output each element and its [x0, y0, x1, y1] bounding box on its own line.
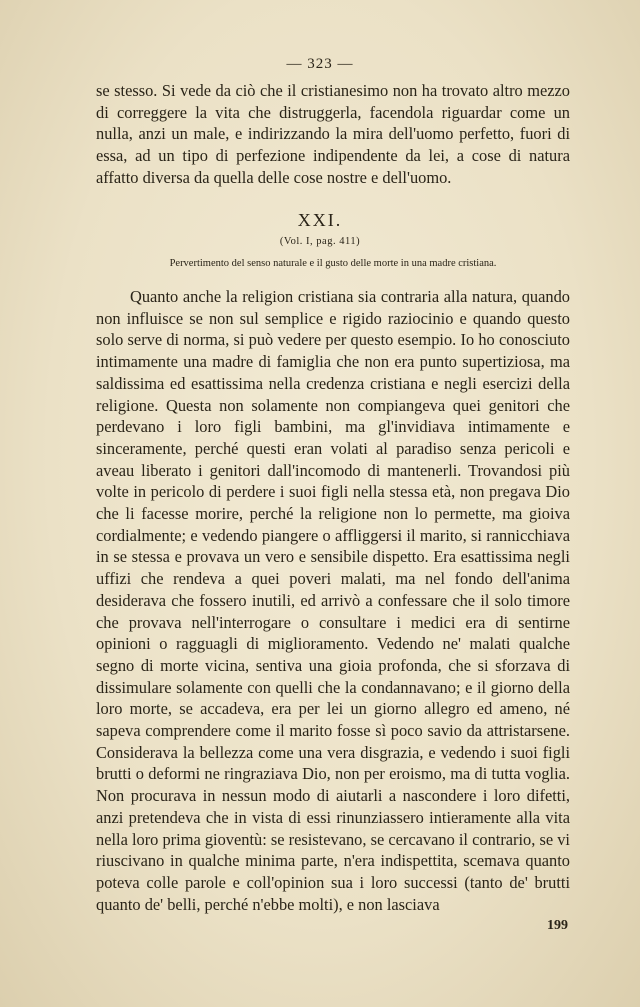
opening-text-block [96, 80, 570, 189]
chapter-reference: (Vol. I, pag. 411) [279, 236, 361, 247]
page-number-header: — 323 — [286, 56, 354, 72]
signature-number: 199 [547, 918, 568, 933]
chapter-number: XXI. [297, 210, 343, 230]
opening-paragraph: se stesso. Si vede da ciò che il cristianesimo non ha trovato altro mezzo di correggere la vita che distruggerla, facendola riguardar come un nulla, anzi un male, e indirizzando la mira dell'uomo perfetto, fuori di essa, ad un tipo di perfezione indipendente da lei, a cose di natura affatto diversa da quella delle cose nostre e dell'uomo. [96, 81, 570, 187]
chapter-subtitle: Pervertimento del senso naturale e il gusto delle morte in una madre cristiana. [169, 258, 497, 269]
main-text-block [96, 286, 570, 915]
main-paragraph: Quanto anche la religion cristiana sia contraria alla natura, quando non influisce se non sul semplice e rigido raziocinio e quando questo solo serve di norma, si può vedere per questo esempio. Io ho conosciuto intimamente una madre di famiglia che non era punto supertiziosa, ma saldissima ed esattissima nella credenza cristiana e negli esercizi della religione. Questa non solamente non compiangeva quei genitori che perdevano i loro figli bambini, ma gl'invidiava intimamente e sinceramente, perché questi eran volati al paradiso senza pericoli e aveau liberato i genitori dall'incomodo di mantenerli. Trovandosi più volte in pericolo di perdere i suoi figli nella stessa età, non pregava Dio che li facesse morire, perché la religione non lo permette, ma gioiva cordialmente; e vedendo piangere o affliggersi il marito, si rannicchiava in se stessa e provava un vero e sensibile dispetto. Era esattissima negli uffizi che rendeva a quei poveri malati, ma nel fondo dell'anima desiderava che fossero inutili, ed arrivò a confessare che il solo timore che provava nell'interrogare o consultare i medici era di sentirne opinioni o ragguagli di miglioramento. Vedendo ne' malati qualche segno di morte vicina, sentiva una gioia profonda, che si sforzava di dissimulare solamente con quelli che la condannavano; e il giorno della loro morte, se accadeva, era per lei un giorno allegro ed ameno, né sapeva comprendere come il marito fosse sì poco savio da attristarsene. Considerava la bellezza come una vera disgrazia, e vedendo i suoi figli brutti o deformi ne ringraziava Dio, non per eroismo, ma di tutta voglia. Non procurava in nessun modo di aiutarli a nascondere i loro difetti, anzi pretendeva che in vista di essi rinunziassero intieramente alla vita nella loro prima gioventù: se resistevano, se cercavano il contrario, se vi riuscivano in qualche minima parte, n'era indispettita, scemava quanto poteva colle parole e coll'opinion sua i loro successi (tanto de' brutti quanto de' belli, perché n'ebbe molti), e non lasciava [96, 287, 570, 914]
